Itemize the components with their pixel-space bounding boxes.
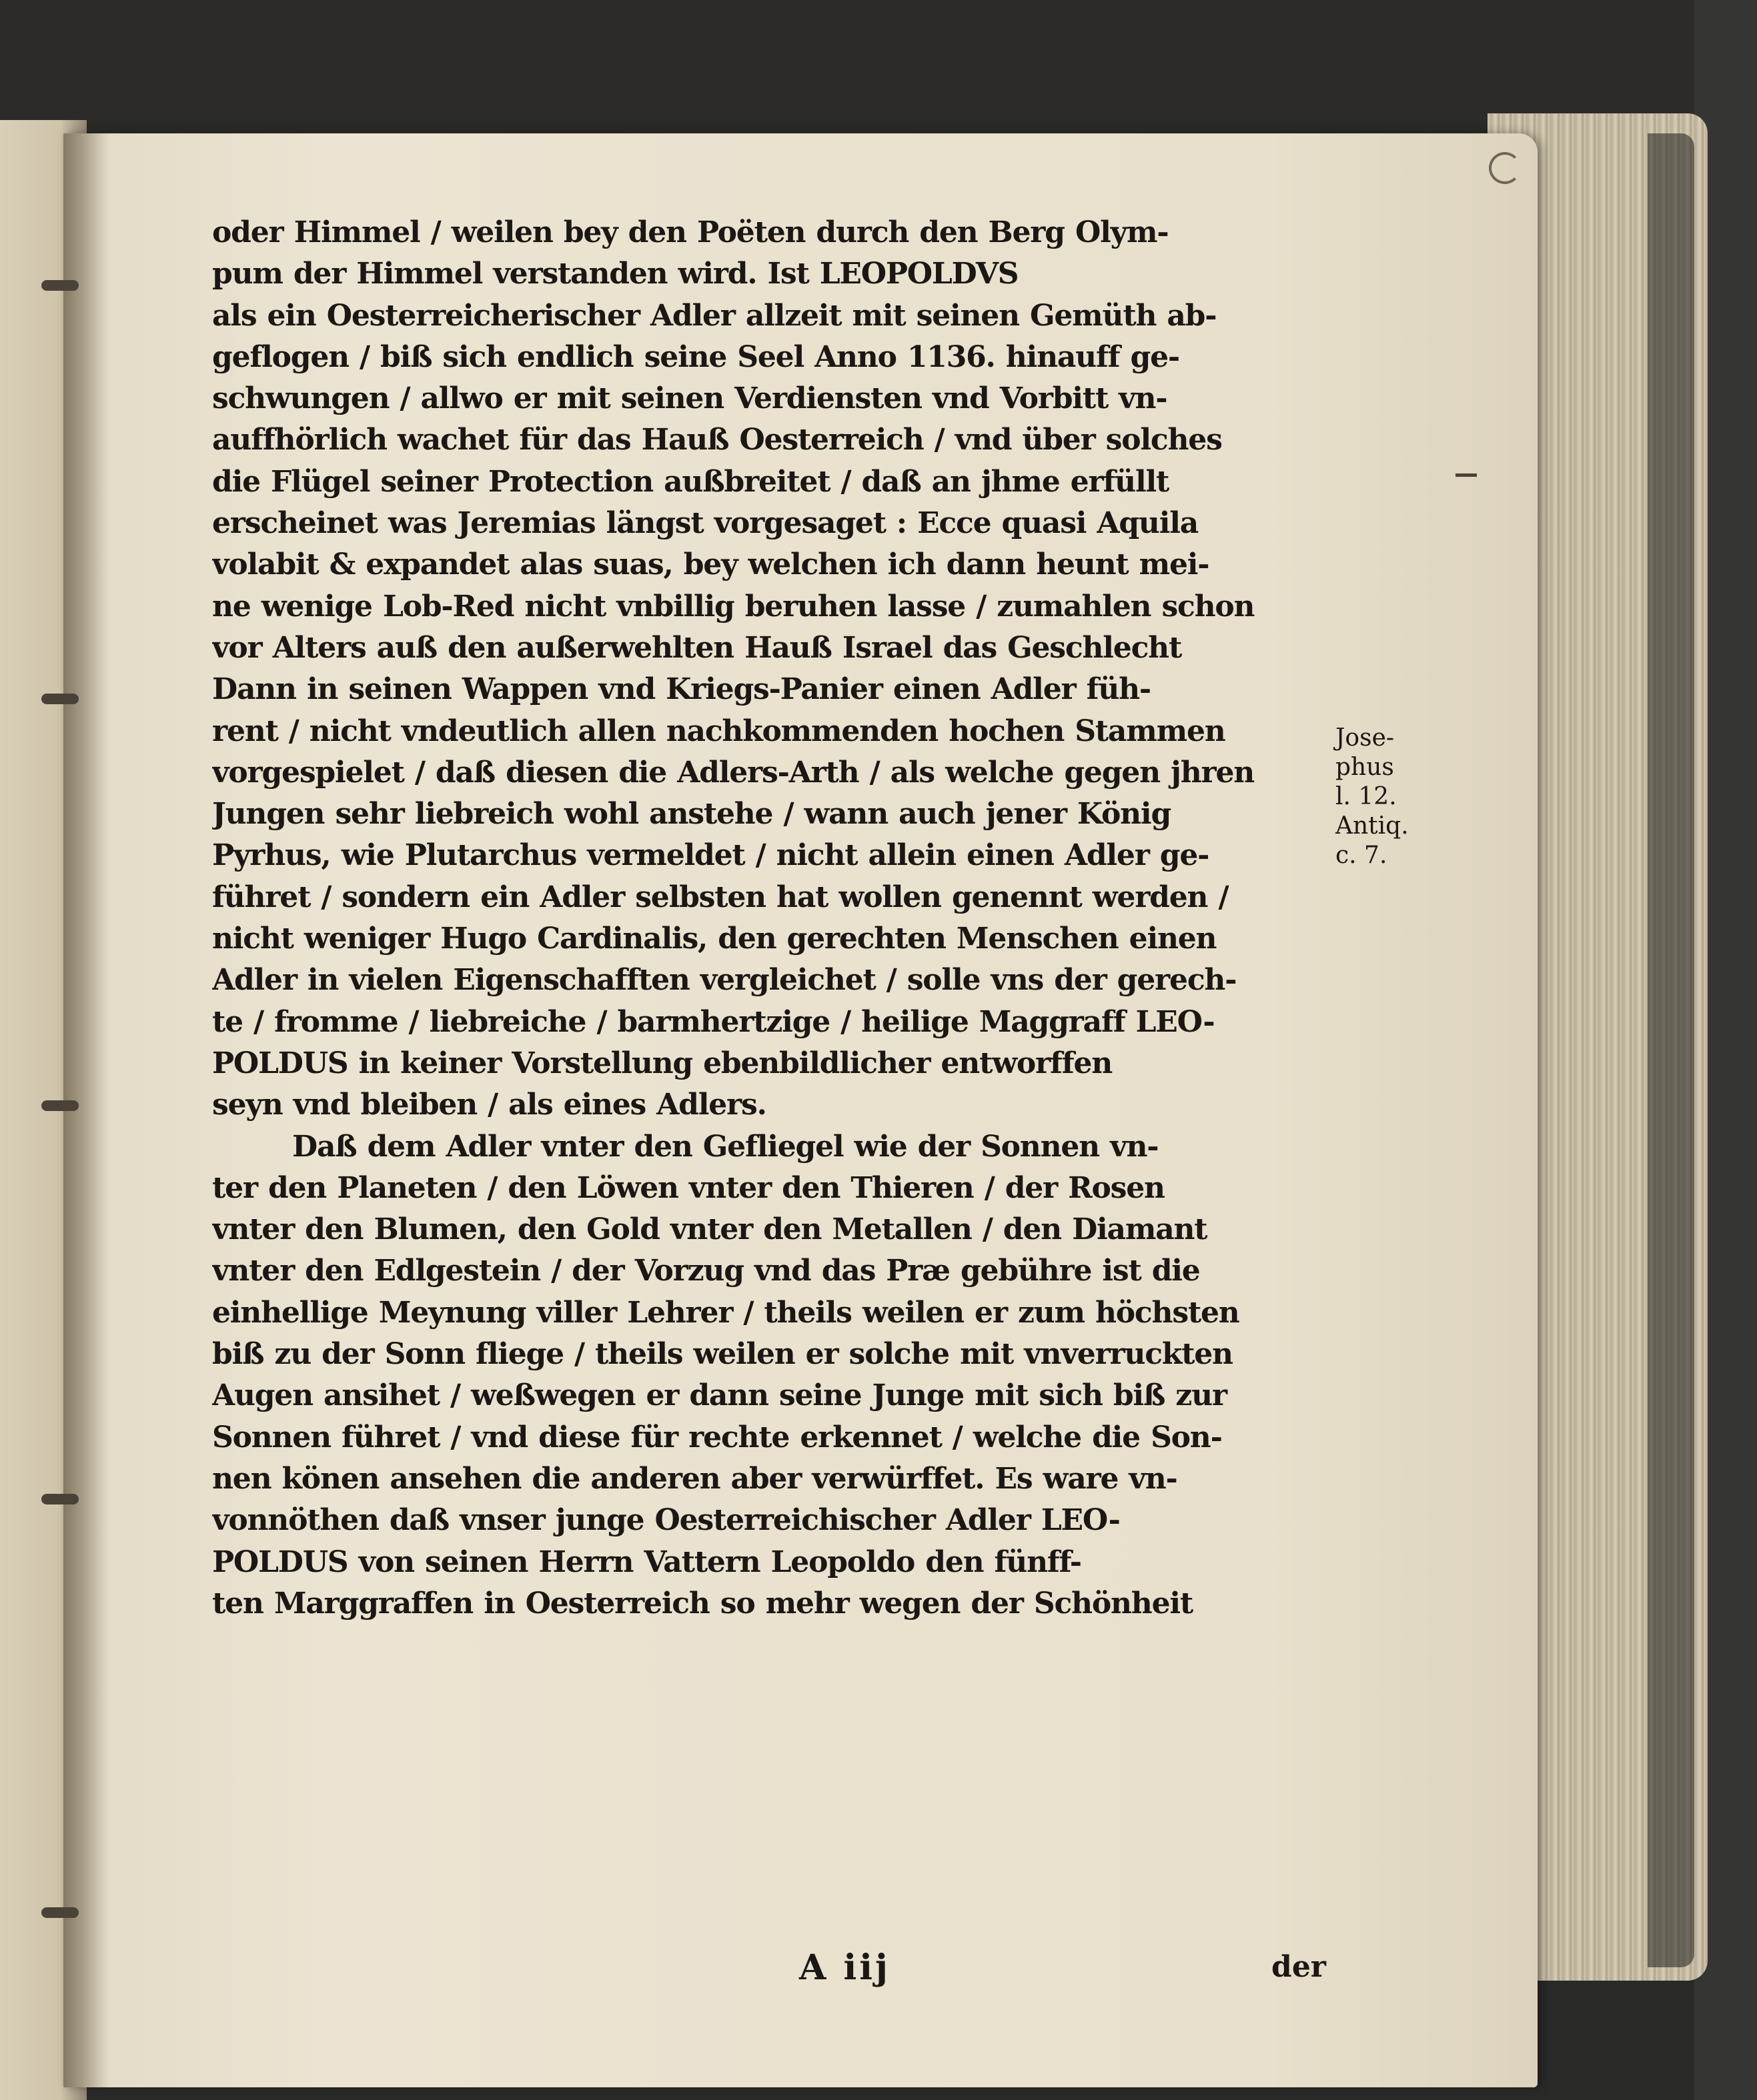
text-line: ten Marggraffen in Oesterreich so mehr wegen der Schönheit (212, 1586, 1193, 1621)
text-line: pum der Himmel verstanden wird. Ist LEOPOLDVS (212, 257, 1019, 291)
margin-note-line: phus (1335, 754, 1394, 781)
text-line: Daß dem Adler vnter den Gefliegel wie der Sonnen vn- (292, 1129, 1159, 1164)
text-line: seyn vnd bleiben / als eines Adlers. (212, 1088, 766, 1122)
text-line: Dann in seinen Wappen vnd Kriegs-Panier einen Adler füh- (212, 672, 1151, 707)
text-line: führet / sondern ein Adler selbsten hat wollen genennt werden / (212, 880, 1229, 914)
text-line: POLDUS von seinen Herrn Vattern Leopoldo den fünff- (212, 1544, 1081, 1579)
margin-dash-mark (1455, 473, 1477, 477)
text-line: Jungen sehr liebreich wohl anstehe / wann auch jener König (212, 797, 1171, 832)
text-line: ter den Planeten / den Löwen vnter den Thieren / der Rosen (212, 1170, 1165, 1205)
text-line: vnter den Blumen, den Gold vnter den Metallen / den Diamant (212, 1212, 1207, 1247)
text-line: volabit & expandet alas suas, bey welchen ich dann heunt mei- (212, 548, 1209, 582)
text-line: vnter den Edlgestein / der Vorzug vnd das Præ gebühre ist die (212, 1254, 1200, 1288)
margin-note-line: Antiq. (1335, 812, 1409, 840)
body-text (212, 212, 1326, 1625)
text-line: Pyrhus, wie Plutarchus vermeldet / nicht allein einen Adler ge- (212, 838, 1209, 873)
margin-note-line: Jose- (1335, 724, 1395, 752)
page-footer (212, 1947, 1326, 1994)
text-line: Sonnen führet / vnd diese für rechte erkennet / welche die Son- (212, 1420, 1222, 1454)
text-line: nicht weniger Hugo Cardinalis, den gerechten Menschen einen (212, 922, 1217, 956)
binding-stitch (41, 280, 79, 291)
text-line: auffhörlich wachet für das Hauß Oesterreich / vnd über solches (212, 423, 1222, 457)
binding-stitch (41, 1907, 79, 1918)
background-top (0, 0, 1757, 120)
text-line: vonnöthen daß vnser junge Oesterreichischer Adler LEO- (212, 1503, 1120, 1538)
margin-note (1335, 724, 1415, 870)
text-line: Augen ansihet / weßwegen er dann seine Junge mit sich biß zur (212, 1378, 1227, 1413)
text-line: nen könen ansehen die anderen aber verwürffet. Es ware vn- (212, 1461, 1177, 1496)
binding-stitch (41, 694, 79, 704)
margin-note-line: l. 12. (1335, 783, 1397, 810)
text-line: biß zu der Sonn fliege / theils weilen er solche mit vnverruckten (212, 1337, 1233, 1372)
text-line: oder Himmel / weilen bey den Poëten durch den Berg Olym- (212, 215, 1169, 249)
signature-mark: A iij (799, 1947, 891, 1988)
binding-stitch (41, 1494, 79, 1504)
text-line: vorgespielet / daß diesen die Adlers-Arth / als welche gegen jhren (212, 755, 1255, 790)
text-line: Adler in vielen Eigenschafften vergleichet / solle vns der gerech- (212, 963, 1237, 998)
text-line: vor Alters auß den außerwehlten Hauß Israel das Geschlecht (212, 630, 1182, 665)
text-line: erscheinet was Jeremias längst vorgesaget : Ecce quasi Aquila (212, 506, 1199, 541)
text-line: POLDUS in keiner Vorstellung ebenbildlicher entworffen (212, 1046, 1113, 1080)
text-line: die Flügel seiner Protection außbreitet / daß an jhme erfüllt (212, 464, 1169, 499)
text-line: geflogen / biß sich endlich seine Seel Anno 1136. hinauff ge- (212, 339, 1179, 374)
text-line: einhellige Meynung viller Lehrer / theils weilen er zum höchsten (212, 1295, 1239, 1330)
margin-note-line: c. 7. (1335, 842, 1387, 869)
binding-stitch (41, 1100, 79, 1111)
text-line: ne wenige Lob-Red nicht vnbillig beruhen lasse / zumahlen schon (212, 589, 1255, 624)
text-line: rent / nicht vndeutlich allen nachkommenden hochen Stammen (212, 714, 1225, 748)
page-corner-mark (1489, 152, 1521, 184)
catchword: der (1271, 1950, 1326, 1984)
text-line: schwungen / allwo er mit seinen Verdiensten vnd Vorbitt vn- (212, 381, 1167, 416)
text-line: als ein Oesterreicherischer Adler allzeit mit seinen Gemüth ab- (212, 298, 1217, 333)
text-line: te / fromme / liebreiche / barmhertzige / heilige Maggraff LEO- (212, 1004, 1215, 1039)
page-edges-shadow (1648, 133, 1694, 1967)
